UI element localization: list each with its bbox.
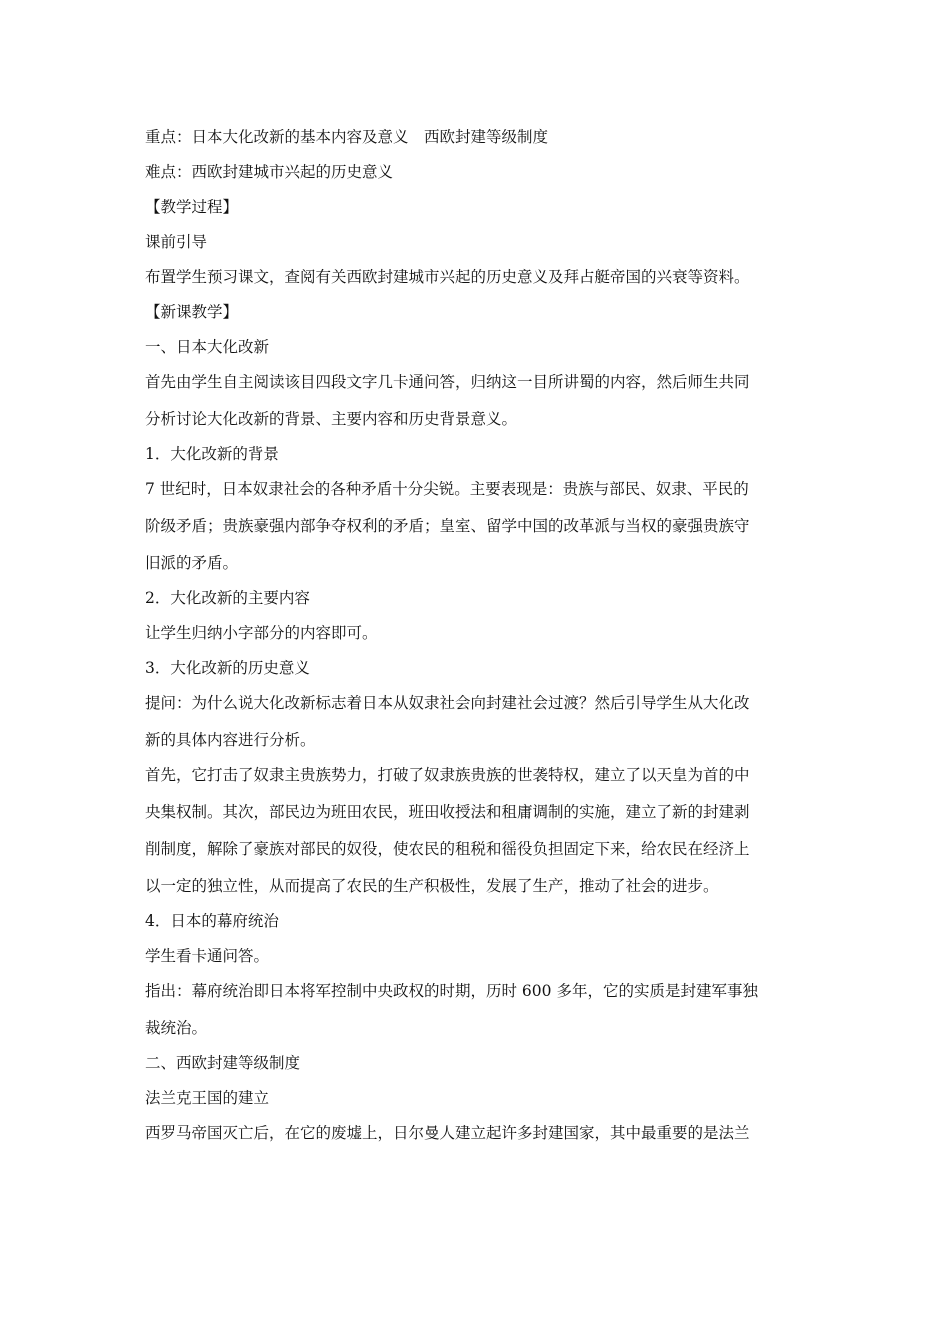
paragraph-line: 阶级矛盾；贵族豪强内部争夺权利的矛盾；皇室、留学中国的改革派与当权的豪强贵族守 (145, 517, 750, 535)
s1-item3-question (145, 691, 810, 752)
paragraph-line: 首先，它打击了奴隶主贵族势力，打破了奴隶族贵族的世袭特权，建立了以天皇为首的中 (145, 766, 750, 784)
section1-intro (145, 370, 810, 431)
key-points: 重点：日本大化改新的基本内容及意义 西欧封建等级制度 (145, 128, 549, 146)
s1-item1-title: 1．大化改新的背景 (145, 445, 279, 463)
paragraph-line: 裁统治。 (145, 1019, 208, 1037)
paragraph-line: 提问：为什么说大化改新标志着日本从奴隶社会向封建社会过渡？然后引导学生从大化改 (145, 694, 750, 712)
paragraph-line: 旧派的矛盾。 (145, 554, 239, 572)
s1-item4-title: 4．日本的幕府统治 (145, 912, 279, 930)
s1-item1-text (145, 477, 810, 575)
s1-item2-title: 2．大化改新的主要内容 (145, 589, 310, 607)
teaching-process-heading: 【教学过程】 (145, 198, 239, 216)
s1-item3-title: 3．大化改新的历史意义 (145, 659, 310, 677)
section1-title: 一、日本大化改新 (145, 338, 270, 356)
new-lesson-heading: 【新课教学】 (145, 303, 239, 321)
paragraph-line: 新的具体内容进行分析。 (145, 731, 316, 749)
pre-class-heading: 课前引导 (145, 233, 208, 251)
paragraph-line: 以一定的独立性，从而提高了农民的生产积极性，发展了生产，推动了社会的进步。 (145, 877, 719, 895)
difficult-points: 难点：西欧封建城市兴起的历史意义 (145, 163, 394, 181)
paragraph-line: 削制度，解除了豪族对部民的奴役，使农民的租税和徭役负担固定下来，给农民在经济上 (145, 840, 750, 858)
paragraph-line: 指出：幕府统治即日本将军控制中央政权的时期，历时 600 多年，它的实质是封建军事独 (145, 982, 758, 1000)
s1-item4-text: 学生看卡通问答。 (145, 947, 270, 965)
paragraph-line: 7 世纪时，日本奴隶社会的各种矛盾十分尖锐。主要表现是：贵族与部民、奴隶、平民的 (145, 480, 749, 498)
section2-title: 二、西欧封建等级制度 (145, 1054, 301, 1072)
paragraph-line: 央集权制。其次，部民边为班田农民，班田收授法和租庸调制的实施，建立了新的封建剥 (145, 803, 750, 821)
s2-text: 西罗马帝国灭亡后，在它的废墟上，日尔曼人建立起许多封建国家，其中最重要的是法兰 (145, 1124, 750, 1142)
s1-item3-analysis (145, 763, 810, 898)
paragraph-line: 首先由学生自主阅读该目四段文字几卡通问答，归纳这一目所讲蜀的内容，然后师生共同 (145, 373, 750, 391)
pre-class-text: 布置学生预习课文，查阅有关西欧封建城市兴起的历史意义及拜占艇帝国的兴衰等资料。 (145, 268, 750, 286)
document-body (145, 125, 810, 1156)
s1-item2-text: 让学生归纳小字部分的内容即可。 (145, 624, 378, 642)
s1-item4-point (145, 979, 810, 1040)
paragraph-line: 分析讨论大化改新的背景、主要内容和历史背景意义。 (145, 410, 518, 428)
s2-sub-title: 法兰克王国的建立 (145, 1089, 270, 1107)
